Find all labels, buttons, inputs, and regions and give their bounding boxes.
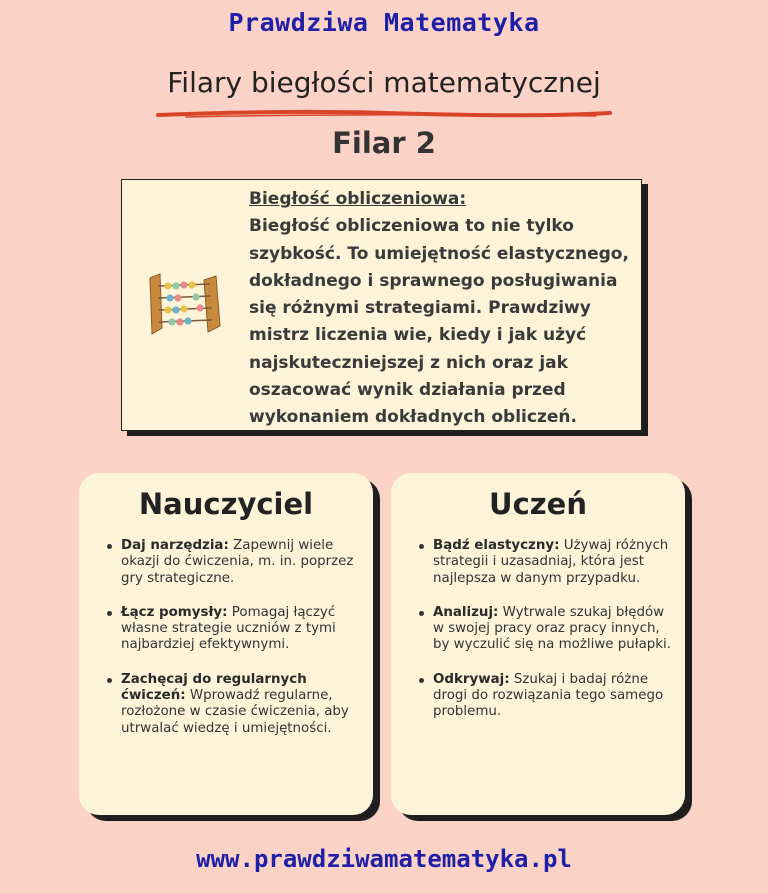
list-item — [433, 672, 679, 721]
list-item — [433, 605, 679, 654]
definition-body: Biegłość obliczeniowa to nie tylko szybkość. To umiejętność elastycznego, dokładnego i sprawnego posługiwania się różnymi strategiami. Prawdziwy mistrz liczenia wie, kiedy i jak użyć najskuteczniejszej z nich oraz jak oszacować wynik działania przed wykonaniem dokładnych obliczeń. — [249, 216, 629, 428]
teacher-list — [79, 538, 373, 755]
item-text: Wprowadź regularne, rozłożone w czasie ćwiczenia, aby utrwalać wiedzę i umiejętności. — [121, 688, 349, 736]
brand-title: Prawdziwa Matematyka — [228, 8, 540, 37]
page-subtitle: Filary biegłości matematycznej — [167, 66, 601, 99]
student-card — [391, 473, 685, 815]
definition-card — [121, 179, 642, 431]
student-list — [391, 538, 685, 739]
item-text: Szukaj i badaj różne drogi do rozwiązania tego samego problemu. — [433, 671, 664, 720]
student-title: Uczeń — [489, 487, 587, 521]
item-text: Pomagaj łączyć własne strategie uczniów z tymi najbardziej efektywnymi. — [121, 604, 336, 653]
item-label: Daj narzędzia: — [121, 538, 229, 553]
list-item — [121, 605, 367, 654]
item-text: Wytrwale szukaj błędów w swojej pracy oraz pracy innych, by wyczulić się na możliwe pułapki. — [433, 604, 672, 653]
teacher-title: Nauczyciel — [138, 487, 314, 521]
item-label: Analizuj: — [433, 604, 499, 620]
list-item — [121, 672, 367, 737]
item-text: Zapewnij wiele okazji do ćwiczenia, m. in. poprzez gry strategiczne. — [121, 538, 354, 586]
definition-text — [249, 186, 641, 432]
pillar-heading: Filar 2 — [332, 126, 436, 160]
item-label: Łącz pomysły: — [121, 604, 228, 620]
decorative-underline — [156, 108, 612, 122]
list-item — [121, 538, 367, 587]
item-label: Zachęcaj do regularnych ćwiczeń: — [121, 671, 307, 704]
website-link[interactable]: www.prawdziwamatematyka.pl — [196, 845, 572, 873]
item-label: Odkrywaj: — [433, 671, 510, 687]
teacher-card — [79, 473, 373, 815]
item-text: Używaj różnych strategii i uzasadniaj, która jest najlepsza w danym przypadku. — [433, 538, 669, 586]
definition-title: Biegłość obliczeniowa: — [249, 189, 467, 209]
abacus-icon — [144, 272, 224, 338]
list-item — [433, 538, 679, 587]
item-label: Bądź elastyczny: — [433, 538, 560, 553]
